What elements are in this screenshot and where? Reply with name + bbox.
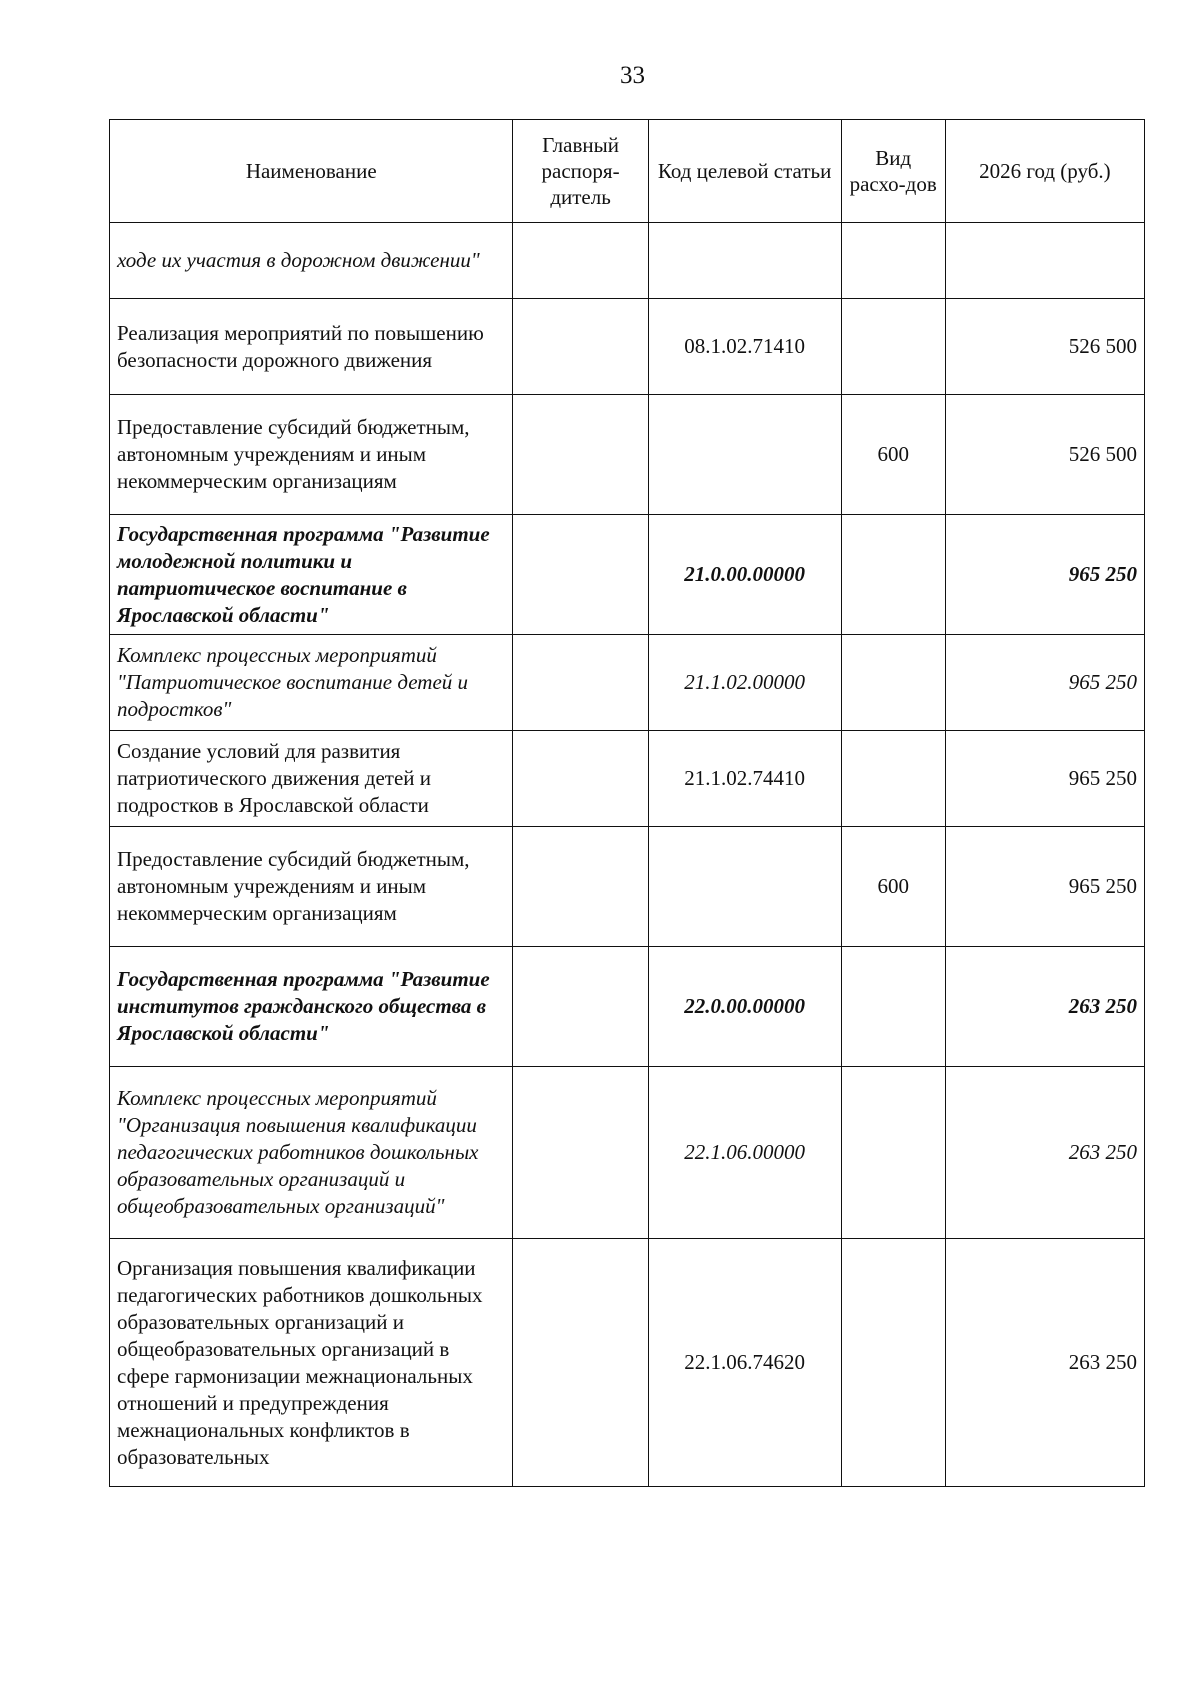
cell-amount: 263 250 — [945, 1239, 1144, 1487]
cell-name: Организация повышения квалификации педагогических работников дошкольных образовательных организаций и общеобразовательных организаций в сфере гармонизации межнациональных отношений и предупреждения межнациональных конфликтов в образовательных — [110, 1239, 513, 1487]
budget-table — [109, 119, 1145, 1487]
cell-amount — [945, 223, 1144, 299]
table-row — [110, 731, 1145, 827]
header-name: Наименование — [110, 120, 513, 223]
cell-name: Предоставление субсидий бюджетным, автономным учреждениям и иным некоммерческим организациям — [110, 827, 513, 947]
cell-code: 21.1.02.74410 — [648, 731, 841, 827]
header-manager: Главный распоря-дитель — [513, 120, 648, 223]
cell-expense-type — [841, 223, 945, 299]
cell-expense-type: 600 — [841, 395, 945, 515]
cell-name: Создание условий для развития патриотического движения детей и подростков в Ярославской области — [110, 731, 513, 827]
cell-code — [648, 223, 841, 299]
cell-amount: 263 250 — [945, 1067, 1144, 1239]
cell-name: Государственная программа "Развитие институтов гражданского общества в Ярославской области" — [110, 947, 513, 1067]
table-row — [110, 827, 1145, 947]
cell-manager — [513, 299, 648, 395]
cell-name: ходе их участия в дорожном движении" — [110, 223, 513, 299]
cell-expense-type — [841, 731, 945, 827]
cell-name: Комплекс процессных мероприятий "Патриотическое воспитание детей и подростков" — [110, 635, 513, 731]
cell-amount: 965 250 — [945, 635, 1144, 731]
page-number: 33 — [620, 62, 645, 89]
cell-amount: 263 250 — [945, 947, 1144, 1067]
cell-manager — [513, 1067, 648, 1239]
cell-name: Государственная программа "Развитие молодежной политики и патриотическое воспитание в Ярославской области" — [110, 515, 513, 635]
cell-manager — [513, 395, 648, 515]
cell-expense-type — [841, 1067, 945, 1239]
cell-manager — [513, 515, 648, 635]
cell-manager — [513, 1239, 648, 1487]
cell-code: 22.0.00.00000 — [648, 947, 841, 1067]
cell-code: 21.0.00.00000 — [648, 515, 841, 635]
table-body — [110, 223, 1145, 1487]
cell-manager — [513, 827, 648, 947]
cell-name: Реализация мероприятий по повышению безопасности дорожного движения — [110, 299, 513, 395]
cell-manager — [513, 947, 648, 1067]
cell-name: Комплекс процессных мероприятий "Организация повышения квалификации педагогических работников дошкольных образовательных организаций и общеобразовательных организаций" — [110, 1067, 513, 1239]
table-header-row — [110, 120, 1145, 223]
cell-code: 21.1.02.00000 — [648, 635, 841, 731]
cell-amount: 526 500 — [945, 299, 1144, 395]
cell-code — [648, 827, 841, 947]
header-year-amount: 2026 год (руб.) — [945, 120, 1144, 223]
cell-expense-type — [841, 1239, 945, 1487]
cell-amount: 965 250 — [945, 827, 1144, 947]
cell-expense-type — [841, 299, 945, 395]
cell-expense-type — [841, 947, 945, 1067]
table-row — [110, 515, 1145, 635]
cell-code — [648, 395, 841, 515]
cell-manager — [513, 731, 648, 827]
cell-manager — [513, 223, 648, 299]
cell-code: 22.1.06.00000 — [648, 1067, 841, 1239]
table-row — [110, 223, 1145, 299]
table-row — [110, 947, 1145, 1067]
table-row — [110, 395, 1145, 515]
cell-name: Предоставление субсидий бюджетным, автономным учреждениям и иным некоммерческим организациям — [110, 395, 513, 515]
table-row — [110, 1067, 1145, 1239]
cell-code: 08.1.02.71410 — [648, 299, 841, 395]
cell-amount: 965 250 — [945, 731, 1144, 827]
header-code: Код целевой статьи — [648, 120, 841, 223]
header-expense-type: Вид расхо-дов — [841, 120, 945, 223]
cell-manager — [513, 635, 648, 731]
table-row — [110, 635, 1145, 731]
cell-amount: 526 500 — [945, 395, 1144, 515]
cell-expense-type — [841, 515, 945, 635]
table-row — [110, 1239, 1145, 1487]
table-row — [110, 299, 1145, 395]
cell-amount: 965 250 — [945, 515, 1144, 635]
cell-expense-type: 600 — [841, 827, 945, 947]
cell-code: 22.1.06.74620 — [648, 1239, 841, 1487]
cell-expense-type — [841, 635, 945, 731]
